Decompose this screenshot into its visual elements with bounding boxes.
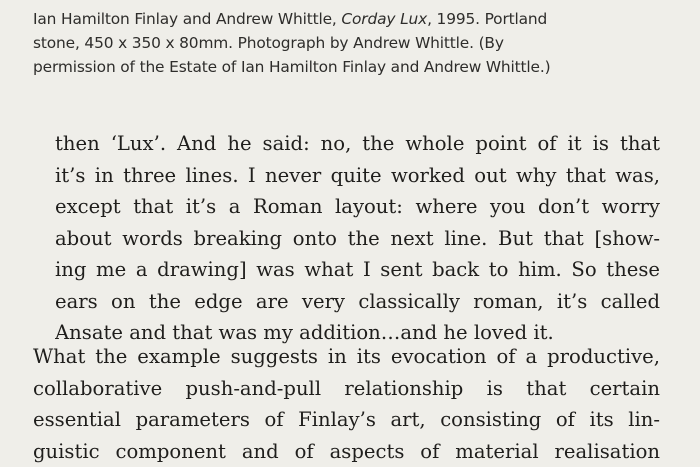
artwork-title: Corday Lux: [341, 10, 427, 28]
quote-line: ears on the edge are very classically roman, it’s called: [55, 286, 660, 318]
caption-year-material: , 1995. Portland: [427, 10, 547, 28]
body-line: collaborative push-and-pull relationship is that certain: [33, 373, 660, 405]
caption-line-2: stone, 450 x 350 x 80mm. Photograph by Andrew Whittle. (By: [33, 31, 673, 55]
body-paragraph: [33, 341, 660, 467]
quote-line: then ‘Lux’. And he said: no, the whole point of it is that: [55, 128, 660, 160]
quote-line: about words breaking onto the next line. But that [show-: [55, 223, 660, 255]
block-quote: [55, 128, 660, 349]
body-line: What the example suggests in its evocation of a productive,: [33, 341, 660, 373]
quote-line: it’s in three lines. I never quite worked out why that was,: [55, 160, 660, 192]
figure-caption: [33, 7, 673, 79]
caption-credit-text: Ian Hamilton Finlay and Andrew Whittle,: [33, 10, 341, 28]
quote-line: Ansate and that was my addition…and he loved it.: [55, 317, 660, 349]
quote-line: except that it’s a Roman layout: where you don’t worry: [55, 191, 660, 223]
quote-line: ing me a drawing] was what I sent back to him. So these: [55, 254, 660, 286]
caption-line-3: permission of the Estate of Ian Hamilton Finlay and Andrew Whittle.): [33, 55, 673, 79]
caption-line-1: [33, 7, 673, 31]
body-line: guistic component and of aspects of material realisation: [33, 436, 660, 467]
body-line: essential parameters of Finlay’s art, consisting of its lin-: [33, 404, 660, 436]
